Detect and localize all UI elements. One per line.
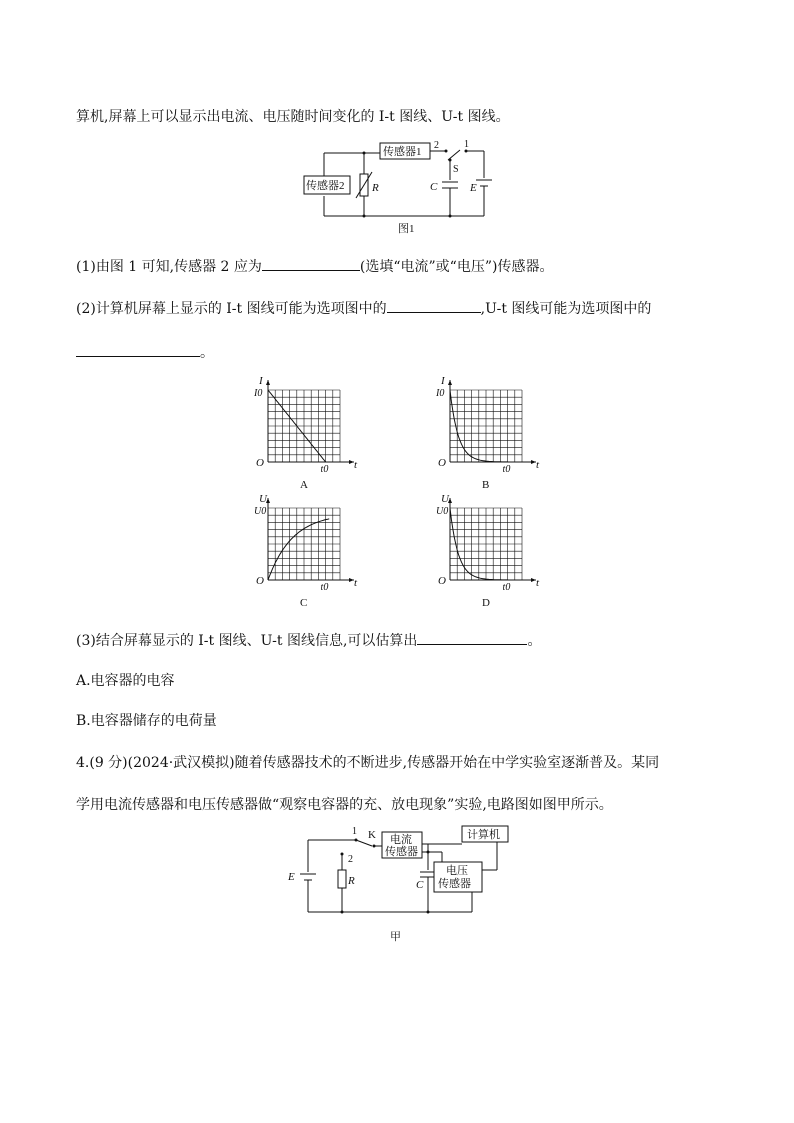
q3-end: 。 [527, 633, 542, 649]
origin-label: O [256, 575, 264, 587]
question-2 [76, 298, 651, 318]
graph-A [250, 370, 360, 490]
label-S: S [453, 164, 459, 175]
y-axis-label: U [441, 493, 449, 505]
y0-label: I0 [436, 388, 445, 399]
option-A: A.电容器的电容 [76, 673, 175, 689]
x-axis-label: t [354, 459, 358, 471]
graph-B [432, 370, 542, 490]
x-axis-label: t [536, 459, 540, 471]
graph-caption: B [482, 479, 490, 490]
label-1: 1 [464, 139, 469, 150]
intro-line: 算机,屏幕上可以显示出电流、电压随时间变化的 I-t 图线、U-t 图线。 [76, 109, 510, 125]
graph-C [250, 488, 360, 608]
label-E: E [470, 182, 477, 194]
origin-label: O [256, 457, 264, 469]
graph-curve [268, 519, 329, 580]
y0-label: I0 [254, 388, 263, 399]
q2-answer-blank-1[interactable] [387, 298, 481, 313]
y-arrow [448, 380, 452, 385]
x0-label: t0 [502, 464, 511, 475]
label-R: R [348, 875, 355, 887]
y-arrow [266, 380, 270, 385]
label-2: 2 [434, 140, 439, 151]
label-C: C [430, 181, 438, 193]
q1-answer-blank[interactable] [262, 256, 360, 271]
graph-caption: D [482, 597, 490, 608]
label-K: K [368, 829, 376, 841]
origin-label: O [438, 457, 446, 469]
figure2-caption: 甲 [390, 931, 401, 942]
current-sensor-line2: 传感器 [385, 846, 418, 858]
label-C: C [416, 879, 424, 891]
label-2: 2 [348, 854, 353, 865]
graph-caption: A [300, 479, 308, 490]
computer-label: 计算机 [467, 829, 500, 841]
x0-label: t0 [320, 582, 329, 593]
x0-label: t0 [320, 464, 329, 475]
question-2-cont [76, 342, 214, 362]
figure1-circuit [300, 138, 500, 238]
q3-prefix: (3)结合屏幕显示的 I-t 图线、U-t 图线信息,可以估算出 [76, 633, 418, 649]
voltage-sensor-line1: 电压 [446, 865, 468, 877]
label-E: E [288, 871, 295, 883]
x-axis-label: t [354, 577, 358, 589]
y0-label: U0 [436, 506, 449, 517]
figure1-caption: 图1 [398, 223, 415, 235]
q2-prefix: (2)计算机屏幕上显示的 I-t 图线可能为选项图中的 [76, 301, 387, 317]
option-B: B.电容器储存的电荷量 [76, 713, 217, 729]
question-3 [76, 630, 541, 650]
x-axis-label: t [536, 577, 540, 589]
question-4-line1: 4.(9 分)(2024·武汉模拟)随着传感器技术的不断进步,传感器开始在中学实验室逐渐普及。某同 [76, 755, 660, 771]
q2-end: 。 [200, 345, 214, 361]
q1-prefix: (1)由图 1 可知,传感器 2 应为 [76, 259, 262, 275]
q2-middle: ,U-t 图线可能为选项图中的 [480, 301, 652, 317]
voltage-sensor-line2: 传感器 [438, 878, 471, 890]
figure2-circuit [282, 822, 522, 942]
graph-D [432, 488, 542, 608]
label-1: 1 [352, 826, 357, 837]
x0-label: t0 [502, 582, 511, 593]
graph-caption: C [300, 597, 308, 608]
sensor2-label: 传感器2 [306, 180, 345, 192]
current-sensor-line1: 电流 [390, 834, 412, 846]
label-R: R [372, 182, 379, 194]
q1-suffix: (选填“电流”或“电压”)传感器。 [359, 259, 554, 275]
origin-label: O [438, 575, 446, 587]
y-axis-label: U [259, 493, 267, 505]
sensor1-label: 传感器1 [383, 146, 422, 158]
question-1 [76, 256, 553, 276]
q2-answer-blank-2[interactable] [76, 342, 200, 357]
q3-answer-blank[interactable] [417, 630, 527, 645]
y-axis-label: I [259, 375, 263, 387]
question-4-line2: 学用电流传感器和电压传感器做“观察电容器的充、放电现象”实验,电路图如图甲所示。 [76, 797, 613, 813]
y-axis-label: I [441, 375, 445, 387]
y0-label: U0 [254, 506, 267, 517]
